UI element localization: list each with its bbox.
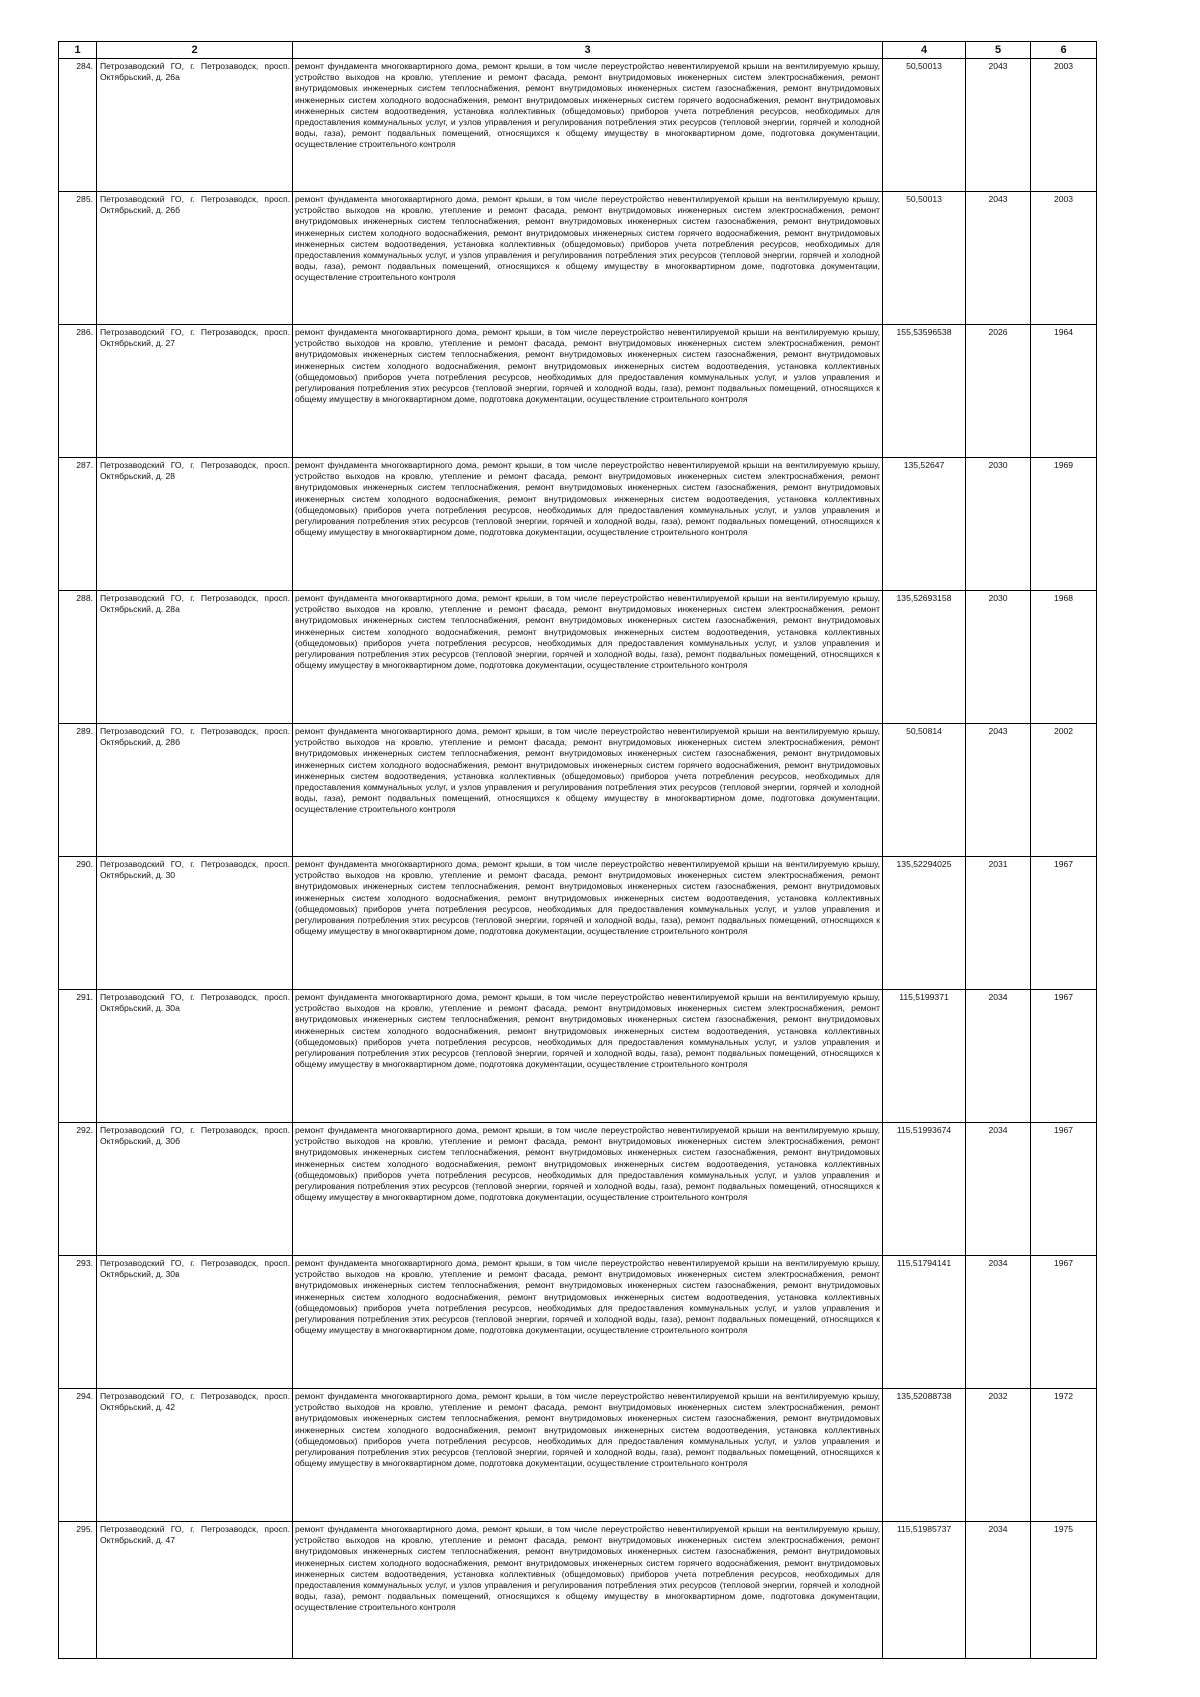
registry-table: [58, 41, 1097, 1659]
row-number: 285.: [59, 192, 97, 325]
row-year-plan: 2032: [966, 1389, 1031, 1522]
row-address: Петрозаводский ГО, г. Петрозаводск, просп. Октябрьский, д. 26б: [97, 192, 293, 325]
row-works: ремонт фундамента многоквартирного дома, ремонт крыши, в том числе переустройство невентилируемой крыши на вентилируемую крышу, устройство выходов на кровлю, утепление и ремонт фасада, ремонт внутридомовых инженерных систем электроснабжения, ремонт внутридомовых инженерных систем теплоснабжения, ремонт внутридомовых инженерных систем газоснабжения, ремонт внутридомовых инженерных систем холодного водоснабжения, ремонт внутридомовых инженерных систем водоотведения, установка коллективных (общедомовых) приборов учета потребления ресурсов, необходимых для предоставления коммунальных услуг, и узлов управления и регулирования потребления этих ресурсов (тепловой энергии, горячей и холодной воды, газа), ремонт подвальных помещений, относящихся к общему имуществу в многоквартирном доме, подготовка документации, осуществление строительного контроля: [293, 1389, 883, 1522]
column-header-4: 4: [883, 42, 966, 59]
row-year-built: 1967: [1031, 857, 1097, 990]
row-year-plan: 2034: [966, 1256, 1031, 1389]
row-address: Петрозаводский ГО, г. Петрозаводск, просп. Октябрьский, д. 30в: [97, 1256, 293, 1389]
row-year-built: 1968: [1031, 591, 1097, 724]
row-year-plan: 2034: [966, 990, 1031, 1123]
row-number: 287.: [59, 458, 97, 591]
row-address: Петрозаводский ГО, г. Петрозаводск, просп. Октябрьский, д. 28: [97, 458, 293, 591]
row-number: 295.: [59, 1522, 97, 1659]
row-address: Петрозаводский ГО, г. Петрозаводск, просп. Октябрьский, д. 47: [97, 1522, 293, 1659]
row-number: 291.: [59, 990, 97, 1123]
row-address: Петрозаводский ГО, г. Петрозаводск, просп. Октябрьский, д. 30а: [97, 990, 293, 1123]
column-header-3: 3: [293, 42, 883, 59]
row-value: 135,52693158: [883, 591, 966, 724]
row-year-plan: 2043: [966, 192, 1031, 325]
row-number: 289.: [59, 724, 97, 857]
table-row: [59, 857, 1097, 990]
table-row: [59, 59, 1097, 192]
row-year-plan: 2034: [966, 1123, 1031, 1256]
row-value: 50,50814: [883, 724, 966, 857]
row-year-built: 2003: [1031, 59, 1097, 192]
row-value: 155,53596538: [883, 325, 966, 458]
row-year-built: 1967: [1031, 1123, 1097, 1256]
row-works: ремонт фундамента многоквартирного дома, ремонт крыши, в том числе переустройство невентилируемой крыши на вентилируемую крышу, устройство выходов на кровлю, утепление и ремонт фасада, ремонт внутридомовых инженерных систем электроснабжения, ремонт внутридомовых инженерных систем теплоснабжения, ремонт внутридомовых инженерных систем газоснабжения, ремонт внутридомовых инженерных систем холодного водоснабжения, ремонт внутридомовых инженерных систем водоотведения, установка коллективных (общедомовых) приборов учета потребления ресурсов, необходимых для предоставления коммунальных услуг, и узлов управления и регулирования потребления этих ресурсов (тепловой энергии, горячей и холодной воды, газа), ремонт подвальных помещений, относящихся к общему имуществу в многоквартирном доме, подготовка документации, осуществление строительного контроля: [293, 325, 883, 458]
row-works: ремонт фундамента многоквартирного дома, ремонт крыши, в том числе переустройство невентилируемой крыши на вентилируемую крышу, устройство выходов на кровлю, утепление и ремонт фасада, ремонт внутридомовых инженерных систем электроснабжения, ремонт внутридомовых инженерных систем теплоснабжения, ремонт внутридомовых инженерных систем газоснабжения, ремонт внутридомовых инженерных систем холодного водоснабжения, ремонт внутридомовых инженерных систем водоотведения, установка коллективных (общедомовых) приборов учета потребления ресурсов, необходимых для предоставления коммунальных услуг, и узлов управления и регулирования потребления этих ресурсов (тепловой энергии, горячей и холодной воды, газа), ремонт подвальных помещений, относящихся к общему имуществу в многоквартирном доме, подготовка документации, осуществление строительного контроля: [293, 1123, 883, 1256]
table-row: [59, 192, 1097, 325]
row-value: 135,52088738: [883, 1389, 966, 1522]
row-address: Петрозаводский ГО, г. Петрозаводск, просп. Октябрьский, д. 30: [97, 857, 293, 990]
table-row: [59, 1123, 1097, 1256]
row-year-built: 2003: [1031, 192, 1097, 325]
row-value: 135,52647: [883, 458, 966, 591]
table-row: [59, 1389, 1097, 1522]
row-value: 50,50013: [883, 59, 966, 192]
row-value: 50,50013: [883, 192, 966, 325]
row-number: 293.: [59, 1256, 97, 1389]
row-year-built: 1964: [1031, 325, 1097, 458]
column-header-6: 6: [1031, 42, 1097, 59]
table-row: [59, 724, 1097, 857]
row-year-built: 1967: [1031, 990, 1097, 1123]
row-address: Петрозаводский ГО, г. Петрозаводск, просп. Октябрьский, д. 42: [97, 1389, 293, 1522]
row-year-built: 1967: [1031, 1256, 1097, 1389]
row-works: ремонт фундамента многоквартирного дома, ремонт крыши, в том числе переустройство невентилируемой крыши на вентилируемую крышу, устройство выходов на кровлю, утепление и ремонт фасада, ремонт внутридомовых инженерных систем электроснабжения, ремонт внутридомовых инженерных систем теплоснабжения, ремонт внутридомовых инженерных систем газоснабжения, ремонт внутридомовых инженерных систем холодного водоснабжения, ремонт внутридомовых инженерных систем горячего водоснабжения, ремонт внутридомовых инженерных систем водоотведения, установка коллективных (общедомовых) приборов учета потребления ресурсов, необходимых для предоставления коммунальных услуг, и узлов управления и регулирования потребления этих ресурсов (тепловой энергии, горячей и холодной воды, газа), ремонт подвальных помещений, относящихся к общему имуществу в многоквартирном доме, подготовка документации, осуществление строительного контроля: [293, 192, 883, 325]
row-works: ремонт фундамента многоквартирного дома, ремонт крыши, в том числе переустройство невентилируемой крыши на вентилируемую крышу, устройство выходов на кровлю, утепление и ремонт фасада, ремонт внутридомовых инженерных систем электроснабжения, ремонт внутридомовых инженерных систем теплоснабжения, ремонт внутридомовых инженерных систем газоснабжения, ремонт внутридомовых инженерных систем холодного водоснабжения, ремонт внутридомовых инженерных систем водоотведения, установка коллективных (общедомовых) приборов учета потребления ресурсов, необходимых для предоставления коммунальных услуг, и узлов управления и регулирования потребления этих ресурсов (тепловой энергии, горячей и холодной воды, газа), ремонт подвальных помещений, относящихся к общему имуществу в многоквартирном доме, подготовка документации, осуществление строительного контроля: [293, 458, 883, 591]
row-value: 115,51993674: [883, 1123, 966, 1256]
table-row: [59, 591, 1097, 724]
row-year-plan: 2034: [966, 1522, 1031, 1659]
row-value: 115,51985737: [883, 1522, 966, 1659]
row-number: 290.: [59, 857, 97, 990]
table-row: [59, 990, 1097, 1123]
row-year-built: 1972: [1031, 1389, 1097, 1522]
row-value: 135,52294025: [883, 857, 966, 990]
column-header-2: 2: [97, 42, 293, 59]
table-row: [59, 1522, 1097, 1659]
column-header-1: 1: [59, 42, 97, 59]
row-address: Петрозаводский ГО, г. Петрозаводск, просп. Октябрьский, д. 26а: [97, 59, 293, 192]
row-number: 294.: [59, 1389, 97, 1522]
row-year-built: 1969: [1031, 458, 1097, 591]
row-year-plan: 2030: [966, 458, 1031, 591]
row-year-plan: 2026: [966, 325, 1031, 458]
row-number: 292.: [59, 1123, 97, 1256]
row-year-built: 1975: [1031, 1522, 1097, 1659]
row-works: ремонт фундамента многоквартирного дома, ремонт крыши, в том числе переустройство невентилируемой крыши на вентилируемую крышу, устройство выходов на кровлю, утепление и ремонт фасада, ремонт внутридомовых инженерных систем электроснабжения, ремонт внутридомовых инженерных систем теплоснабжения, ремонт внутридомовых инженерных систем газоснабжения, ремонт внутридомовых инженерных систем холодного водоснабжения, ремонт внутридомовых инженерных систем водоотведения, установка коллективных (общедомовых) приборов учета потребления ресурсов, необходимых для предоставления коммунальных услуг, и узлов управления и регулирования потребления этих ресурсов (тепловой энергии, горячей и холодной воды, газа), ремонт подвальных помещений, относящихся к общему имуществу в многоквартирном доме, подготовка документации, осуществление строительного контроля: [293, 1256, 883, 1389]
row-address: Петрозаводский ГО, г. Петрозаводск, просп. Октябрьский, д. 30б: [97, 1123, 293, 1256]
row-year-plan: 2043: [966, 59, 1031, 192]
header-row: [59, 42, 1097, 59]
row-works: ремонт фундамента многоквартирного дома, ремонт крыши, в том числе переустройство невентилируемой крыши на вентилируемую крышу, устройство выходов на кровлю, утепление и ремонт фасада, ремонт внутридомовых инженерных систем электроснабжения, ремонт внутридомовых инженерных систем теплоснабжения, ремонт внутридомовых инженерных систем газоснабжения, ремонт внутридомовых инженерных систем холодного водоснабжения, ремонт внутридомовых инженерных систем горячего водоснабжения, ремонт внутридомовых инженерных систем водоотведения, установка коллективных (общедомовых) приборов учета потребления ресурсов, необходимых для предоставления коммунальных услуг, и узлов управления и регулирования потребления этих ресурсов (тепловой энергии, горячей и холодной воды, газа), ремонт подвальных помещений, относящихся к общему имуществу в многоквартирном доме, подготовка документации, осуществление строительного контроля: [293, 1522, 883, 1659]
row-address: Петрозаводский ГО, г. Петрозаводск, просп. Октябрьский, д. 28б: [97, 724, 293, 857]
row-value: 115,51794141: [883, 1256, 966, 1389]
column-header-5: 5: [966, 42, 1031, 59]
row-works: ремонт фундамента многоквартирного дома, ремонт крыши, в том числе переустройство невентилируемой крыши на вентилируемую крышу, устройство выходов на кровлю, утепление и ремонт фасада, ремонт внутридомовых инженерных систем электроснабжения, ремонт внутридомовых инженерных систем теплоснабжения, ремонт внутридомовых инженерных систем газоснабжения, ремонт внутридомовых инженерных систем холодного водоснабжения, ремонт внутридомовых инженерных систем водоотведения, установка коллективных (общедомовых) приборов учета потребления ресурсов, необходимых для предоставления коммунальных услуг, и узлов управления и регулирования потребления этих ресурсов (тепловой энергии, горячей и холодной воды, газа), ремонт подвальных помещений, относящихся к общему имуществу в многоквартирном доме, подготовка документации, осуществление строительного контроля: [293, 857, 883, 990]
row-value: 115,5199371: [883, 990, 966, 1123]
row-year-plan: 2043: [966, 724, 1031, 857]
table-row: [59, 1256, 1097, 1389]
table-body: [59, 59, 1097, 1659]
row-address: Петрозаводский ГО, г. Петрозаводск, просп. Октябрьский, д. 27: [97, 325, 293, 458]
table-row: [59, 458, 1097, 591]
row-number: 288.: [59, 591, 97, 724]
row-year-plan: 2030: [966, 591, 1031, 724]
row-works: ремонт фундамента многоквартирного дома, ремонт крыши, в том числе переустройство невентилируемой крыши на вентилируемую крышу, устройство выходов на кровлю, утепление и ремонт фасада, ремонт внутридомовых инженерных систем электроснабжения, ремонт внутридомовых инженерных систем теплоснабжения, ремонт внутридомовых инженерных систем газоснабжения, ремонт внутридомовых инженерных систем холодного водоснабжения, ремонт внутридомовых инженерных систем водоотведения, установка коллективных (общедомовых) приборов учета потребления ресурсов, необходимых для предоставления коммунальных услуг, и узлов управления и регулирования потребления этих ресурсов (тепловой энергии, горячей и холодной воды, газа), ремонт подвальных помещений, относящихся к общему имуществу в многоквартирном доме, подготовка документации, осуществление строительного контроля: [293, 591, 883, 724]
row-works: ремонт фундамента многоквартирного дома, ремонт крыши, в том числе переустройство невентилируемой крыши на вентилируемую крышу, устройство выходов на кровлю, утепление и ремонт фасада, ремонт внутридомовых инженерных систем электроснабжения, ремонт внутридомовых инженерных систем теплоснабжения, ремонт внутридомовых инженерных систем газоснабжения, ремонт внутридомовых инженерных систем холодного водоснабжения, ремонт внутридомовых инженерных систем горячего водоснабжения, ремонт внутридомовых инженерных систем водоотведения, установка коллективных (общедомовых) приборов учета потребления ресурсов, необходимых для предоставления коммунальных услуг, и узлов управления и регулирования потребления этих ресурсов (тепловой энергии, горячей и холодной воды, газа), ремонт подвальных помещений, относящихся к общему имуществу в многоквартирном доме, подготовка документации, осуществление строительного контроля: [293, 724, 883, 857]
row-works: ремонт фундамента многоквартирного дома, ремонт крыши, в том числе переустройство невентилируемой крыши на вентилируемую крышу, устройство выходов на кровлю, утепление и ремонт фасада, ремонт внутридомовых инженерных систем электроснабжения, ремонт внутридомовых инженерных систем теплоснабжения, ремонт внутридомовых инженерных систем газоснабжения, ремонт внутридомовых инженерных систем холодного водоснабжения, ремонт внутридомовых инженерных систем горячего водоснабжения, ремонт внутридомовых инженерных систем водоотведения, установка коллективных (общедомовых) приборов учета потребления ресурсов, необходимых для предоставления коммунальных услуг, и узлов управления и регулирования потребления этих ресурсов (тепловой энергии, горячей и холодной воды, газа), ремонт подвальных помещений, относящихся к общему имуществу в многоквартирном доме, подготовка документации, осуществление строительного контроля: [293, 59, 883, 192]
row-year-built: 2002: [1031, 724, 1097, 857]
table-row: [59, 325, 1097, 458]
row-number: 286.: [59, 325, 97, 458]
row-number: 284.: [59, 59, 97, 192]
row-address: Петрозаводский ГО, г. Петрозаводск, просп. Октябрьский, д. 28а: [97, 591, 293, 724]
row-works: ремонт фундамента многоквартирного дома, ремонт крыши, в том числе переустройство невентилируемой крыши на вентилируемую крышу, устройство выходов на кровлю, утепление и ремонт фасада, ремонт внутридомовых инженерных систем электроснабжения, ремонт внутридомовых инженерных систем теплоснабжения, ремонт внутридомовых инженерных систем газоснабжения, ремонт внутридомовых инженерных систем холодного водоснабжения, ремонт внутридомовых инженерных систем водоотведения, установка коллективных (общедомовых) приборов учета потребления ресурсов, необходимых для предоставления коммунальных услуг, и узлов управления и регулирования потребления этих ресурсов (тепловой энергии, горячей и холодной воды, газа), ремонт подвальных помещений, относящихся к общему имуществу в многоквартирном доме, подготовка документации, осуществление строительного контроля: [293, 990, 883, 1123]
row-year-plan: 2031: [966, 857, 1031, 990]
